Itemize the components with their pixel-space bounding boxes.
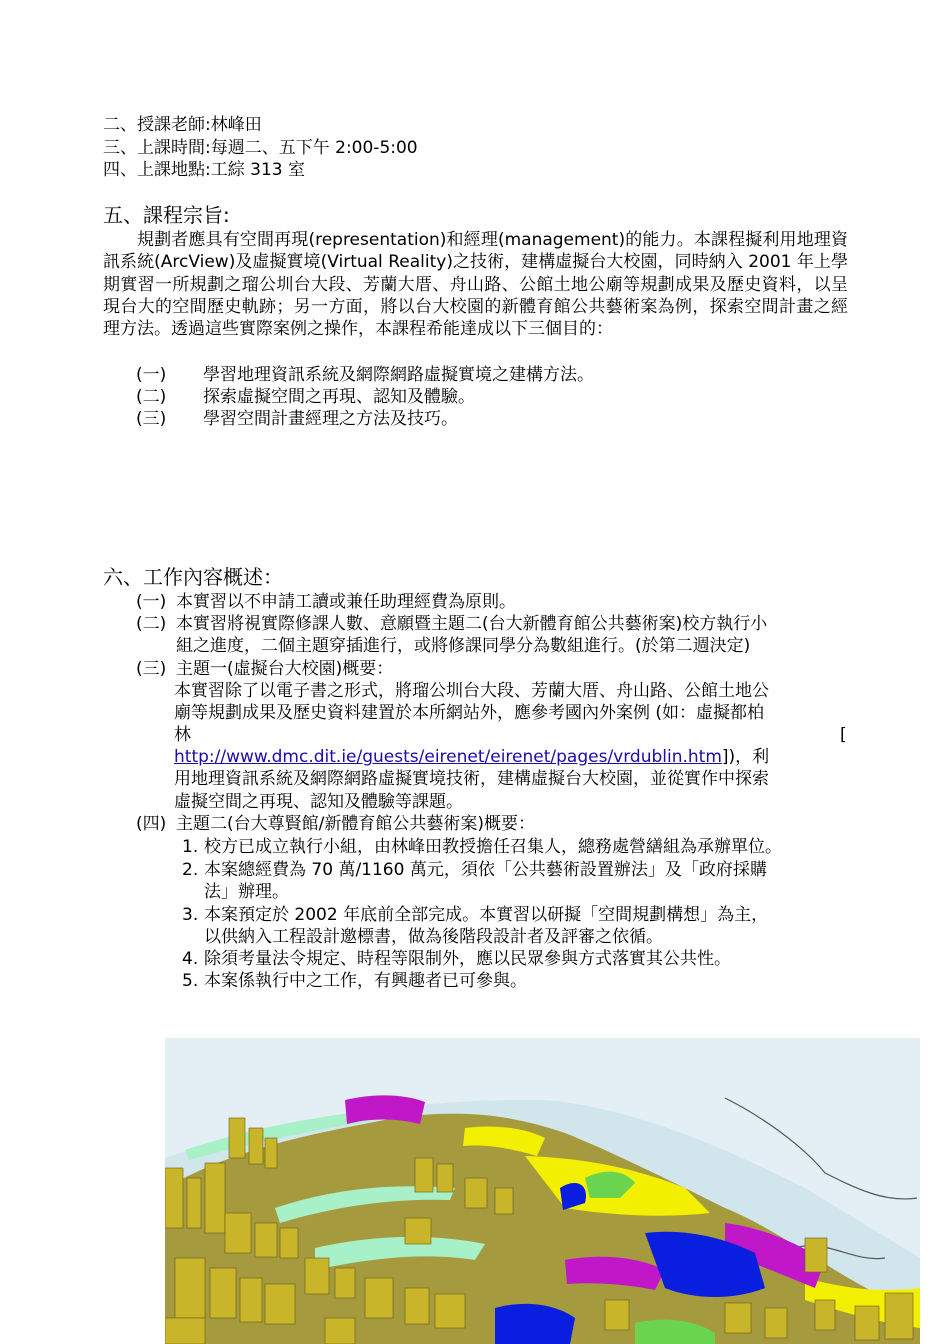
item1-text: 本實習以不申請工讀或兼任助理經費為原則。 [176, 592, 516, 612]
point-4-num: 4. [182, 949, 199, 969]
item3-body-line6: 虛擬空間之再現、認知及體驗等課題。 [174, 792, 463, 812]
class-place-line: 四、上課地點:工綜 313 室 [103, 160, 305, 180]
goal-1-text: 學習地理資訊系統及網際網路虛擬實境之建構方法。 [203, 365, 594, 385]
goal-3-text: 學習空間計畫經理之方法及技巧。 [203, 409, 458, 429]
item3-url-line [174, 746, 769, 768]
goal-3-label: (三) [136, 409, 167, 429]
point-2-num: 2. [182, 860, 199, 880]
map-image [165, 1038, 920, 1344]
item3-label: (三) [136, 659, 167, 679]
goal-2-label: (二) [136, 387, 167, 407]
goal-2-text: 探索虛擬空間之再現、認知及體驗。 [203, 387, 475, 407]
point-2-line1: 本案總經費為 70 萬/1160 萬元，須依「公共藝術設置辦法」及「政府採購 [204, 860, 767, 880]
item2-line1: 本實習將視實際修課人數、意願暨主題二(台大新體育館公共藝術案)校方執行小 [176, 614, 768, 634]
point-2-line2: 法」辦理。 [204, 882, 289, 902]
item3-body-line2: 廟等規劃成果及歷史資料建置於本所網站外，應參考國內外案例 (如：虛擬都柏 [174, 703, 765, 723]
point-1-line1: 校方已成立執行小組，由林峰田教授擔任召集人，總務處營繕組為承辦單位。 [204, 837, 782, 857]
item2-line2: 組之進度，二個主題穿插進行，或將修課同學分為數組進行。(於第二週決定) [176, 636, 751, 656]
item3-body-line1: 本實習除了以電子書之形式，將瑠公圳台大段、芳蘭大厝、舟山路、公館土地公 [174, 681, 769, 701]
point-3-line2: 以供納入工程設計邀標書，做為後階段設計者及評審之依循。 [204, 927, 663, 947]
goal-1-label: (一) [136, 365, 167, 385]
section5-heading: 五、課程宗旨: [103, 203, 230, 227]
point-5-line1: 本案係執行中之工作，有興趣者已可參與。 [204, 971, 527, 991]
item4-label: (四) [136, 814, 167, 834]
point-4-line1: 除須考量法令規定、時程等限制外，應以民眾參與方式落實其公共性。 [204, 949, 731, 969]
point-1-num: 1. [182, 837, 199, 857]
point-3-line1: 本案預定於 2002 年底前全部完成。本實習以研擬「空間規劃構想」為主， [204, 905, 769, 925]
item3-body-line5: 用地理資訊系統及網際網路虛擬實境技術，建構虛擬台大校園，並從實作中探索 [174, 769, 769, 789]
item2-label: (二) [136, 614, 167, 634]
section5-paragraph: 規劃者應具有空間再現(representation)和經理(management)的能力。本課程擬利用地理資訊系統(ArcView)及虛擬實境(Virtual Reality)之技術，建構虛擬台大校園，同時納入 2001 年上學期實習一所規劃之瑠公圳台大段、芳蘭大厝、舟山路、公館土地公廟等規劃成果及歷史資料，以呈現台大的空間歷史軌跡；另一方面，將以台大校園的新體育館公共藝術案為例，探索空間計畫之經理方法。透過這些實際案例之操作，本課程希能達成以下三個目的： [103, 230, 848, 340]
item1-label: (一) [136, 592, 167, 612]
item3-after-url: ])，利 [721, 747, 770, 767]
virtual-campus-3d-map [165, 1038, 920, 1344]
class-time-line: 三、上課時間:每週二、五下午 2:00-5:00 [103, 138, 418, 158]
point-5-num: 5. [182, 971, 199, 991]
item3-body-line3-bracket: [ [840, 725, 847, 745]
item3-body-line3-left: 林 [174, 725, 191, 745]
item3-title: 主題一(虛擬台大校園)概要： [176, 659, 394, 679]
section6-heading: 六、工作內容概述： [103, 565, 283, 589]
vrdublin-link[interactable]: http://www.dmc.dit.ie/guests/eirenet/eirenet/pages/vrdublin.htm [174, 747, 722, 767]
point-3-num: 3. [182, 905, 199, 925]
item4-title: 主題二(台大尊賢館/新體育館公共藝術案)概要： [176, 814, 535, 834]
teacher-line: 二、授課老師:林峰田 [103, 115, 262, 135]
